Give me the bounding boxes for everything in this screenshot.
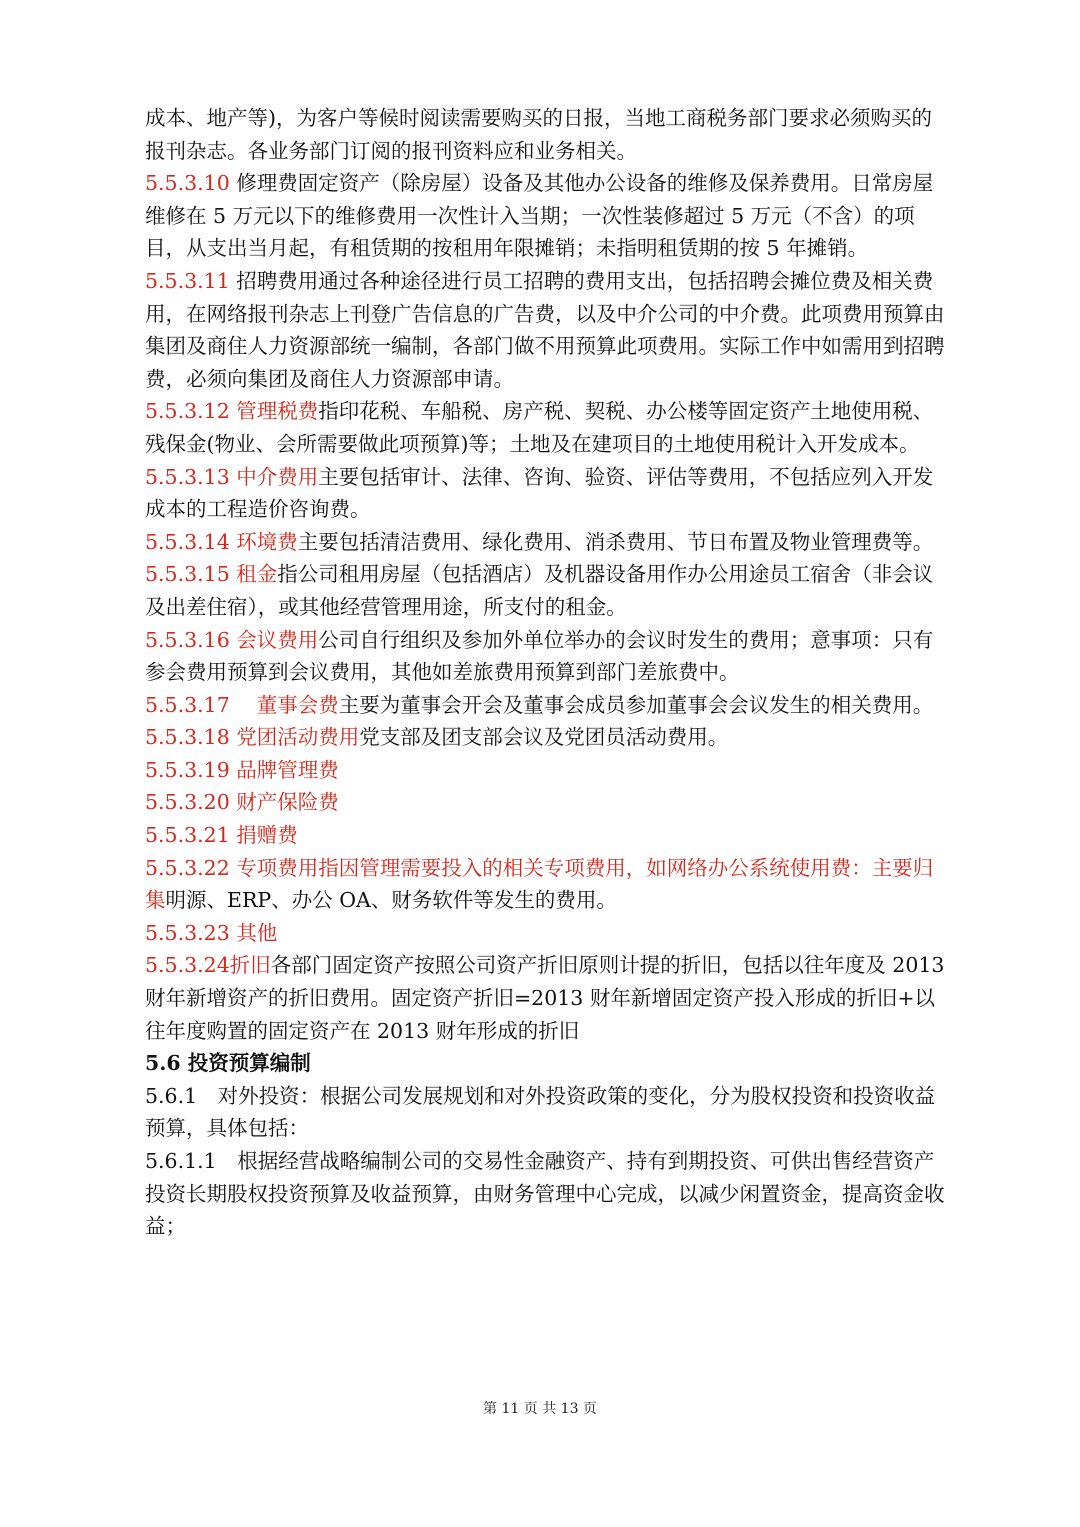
clause-term: 租金	[229, 562, 278, 587]
clause-number: 5.5.3.23	[145, 920, 230, 945]
page-body	[145, 102, 945, 1243]
paragraph	[145, 917, 945, 950]
paragraph	[145, 689, 945, 722]
clause-number: 5.5.3.15	[145, 562, 230, 587]
section-paragraph: 5.6.1.1 根据经营战略编制公司的交易性金融资产、持有到期投资、可供出售经营资产投资长期股权投资预算及收益预算，由财务管理中心完成，以减少闲置资金，提高资金收益；	[145, 1149, 945, 1239]
clause-number: 5.5.3.22	[145, 855, 230, 880]
clause-text: 主要为董事会开会及董事会成员参加董事会会议发生的相关费用。	[338, 692, 934, 717]
clause-text: 各部门固定资产按照公司资产折旧原则计提的折旧，包括以往年度及 2013 财年新增资产的折旧费用。固定资产折旧=2013 财年新增固定资产投入形成的折旧+以往年度购置的固定资产在 2013 财年形成的折旧	[145, 953, 945, 1043]
clause-term: 捐赠费	[229, 823, 298, 848]
clause-text: 公司自行组织及参加外单位举办的会议时发生的费用；意事项：只有参会费用预算到会议费用，其他如差旅费用预算到部门差旅费中。	[145, 627, 934, 685]
clause-text: 党支部及团支部会议及党团员活动费用。	[359, 725, 729, 750]
clause-number: 5.5.3.19	[145, 757, 230, 782]
clause-text: 招聘费用通过各种途径进行员工招聘的费用支出，包括招聘会摊位费及相关费用，在网络报刊杂志上刊登广告信息的广告费，以及中介公司的中介费。此项费用预算由集团及商住人力资源部统一编制，各部门做不用预算此项费用。实际工作中如需用到招聘费，必须向集团及商住人力资源部申请。	[145, 268, 945, 391]
clause-number: 5.5.3.13	[145, 464, 230, 489]
clause-number: 5.5.3.16	[145, 627, 230, 652]
clause-number: 5.5.3.20	[145, 790, 230, 815]
clause-term: 会议费用	[229, 627, 319, 652]
paragraph	[145, 819, 945, 852]
paragraph	[145, 265, 945, 395]
clause-term: 董事会费	[229, 692, 339, 717]
paragraph	[145, 102, 945, 167]
paragraph	[145, 949, 945, 1047]
paragraph	[145, 624, 945, 689]
paragraph	[145, 721, 945, 754]
clause-term: 折旧	[229, 953, 271, 978]
clause-term: 党团活动费用	[229, 725, 360, 750]
clause-text: 主要包括清洁费用、绿化费用、消杀费用、节日布置及物业管理费等。	[297, 529, 934, 554]
clause-number: 5.5.3.10	[145, 171, 230, 196]
section-heading: 5.6 投资预算编制	[145, 1051, 311, 1076]
clause-text: 成本、地产等)，为客户等候时阅读需要购买的日报，当地工商税务部门要求必须购买的报刊杂志。各业务部门订阅的报刊资料应和业务相关。	[145, 106, 932, 163]
paragraph	[145, 167, 945, 265]
clause-number: 5.5.3.24	[145, 953, 230, 978]
clause-term: 中介费用	[229, 464, 319, 489]
clause-term: 专项费用指因管理需要投入的相关专项费用，如网络办公系统使用费：主要归集	[145, 855, 934, 913]
paragraph	[145, 754, 945, 787]
clause-term: 品牌管理费	[229, 757, 339, 782]
section-paragraph: 5.6.1 对外投资：根据公司发展规划和对外投资政策的变化，分为股权投资和投资收益预算，具体包括：	[145, 1083, 936, 1141]
clause-term: 环境费	[229, 529, 298, 554]
clause-number: 5.5.3.17	[145, 692, 230, 717]
clause-text: 指印花税、车船税、房产税、契税、办公楼等固定资产土地使用税、残保金(物业、会所需要做此项预算)等；土地及在建项目的土地使用税计入开发成本。	[145, 399, 934, 456]
clause-text: 指公司租用房屋（包括酒店）及机器设备用作办公用途员工宿舍（非会议及出差住宿），或其他经营管理用途，所支付的租金。	[145, 562, 934, 619]
clause-number: 5.5.3.12	[145, 399, 230, 424]
clause-text: 主要包括审计、法律、咨询、验资、评估等费用，不包括应列入开发成本的工程造价咨询费。	[145, 464, 934, 522]
paragraph	[145, 461, 945, 526]
clause-text: 明源、ERP、办公 OA、财务软件等发生的费用。	[165, 888, 617, 913]
clause-term: 管理税费	[229, 399, 319, 424]
clause-number: 5.5.3.14	[145, 529, 230, 554]
paragraph	[145, 395, 945, 460]
clause-term: 财产保险费	[229, 790, 339, 815]
clause-number: 5.5.3.11	[145, 268, 230, 293]
paragraph	[145, 558, 945, 623]
clause-number: 5.5.3.21	[145, 823, 230, 848]
paragraph	[145, 526, 945, 559]
clause-term: 其他	[229, 920, 278, 945]
clause-text: 修理费固定资产（除房屋）设备及其他办公设备的维修及保养费用。日常房屋维修在 5 万元以下的维修费用一次性计入当期；一次性装修超过 5 万元（不含）的项目，从支出当月起，有租赁期的按租用年限摊销；未指明租赁期的按 5 年摊销。	[145, 171, 934, 261]
paragraph	[145, 786, 945, 819]
page-footer: 第 11 页 共 13 页	[483, 1401, 597, 1417]
clause-number: 5.5.3.18	[145, 725, 230, 750]
paragraph	[145, 852, 945, 917]
